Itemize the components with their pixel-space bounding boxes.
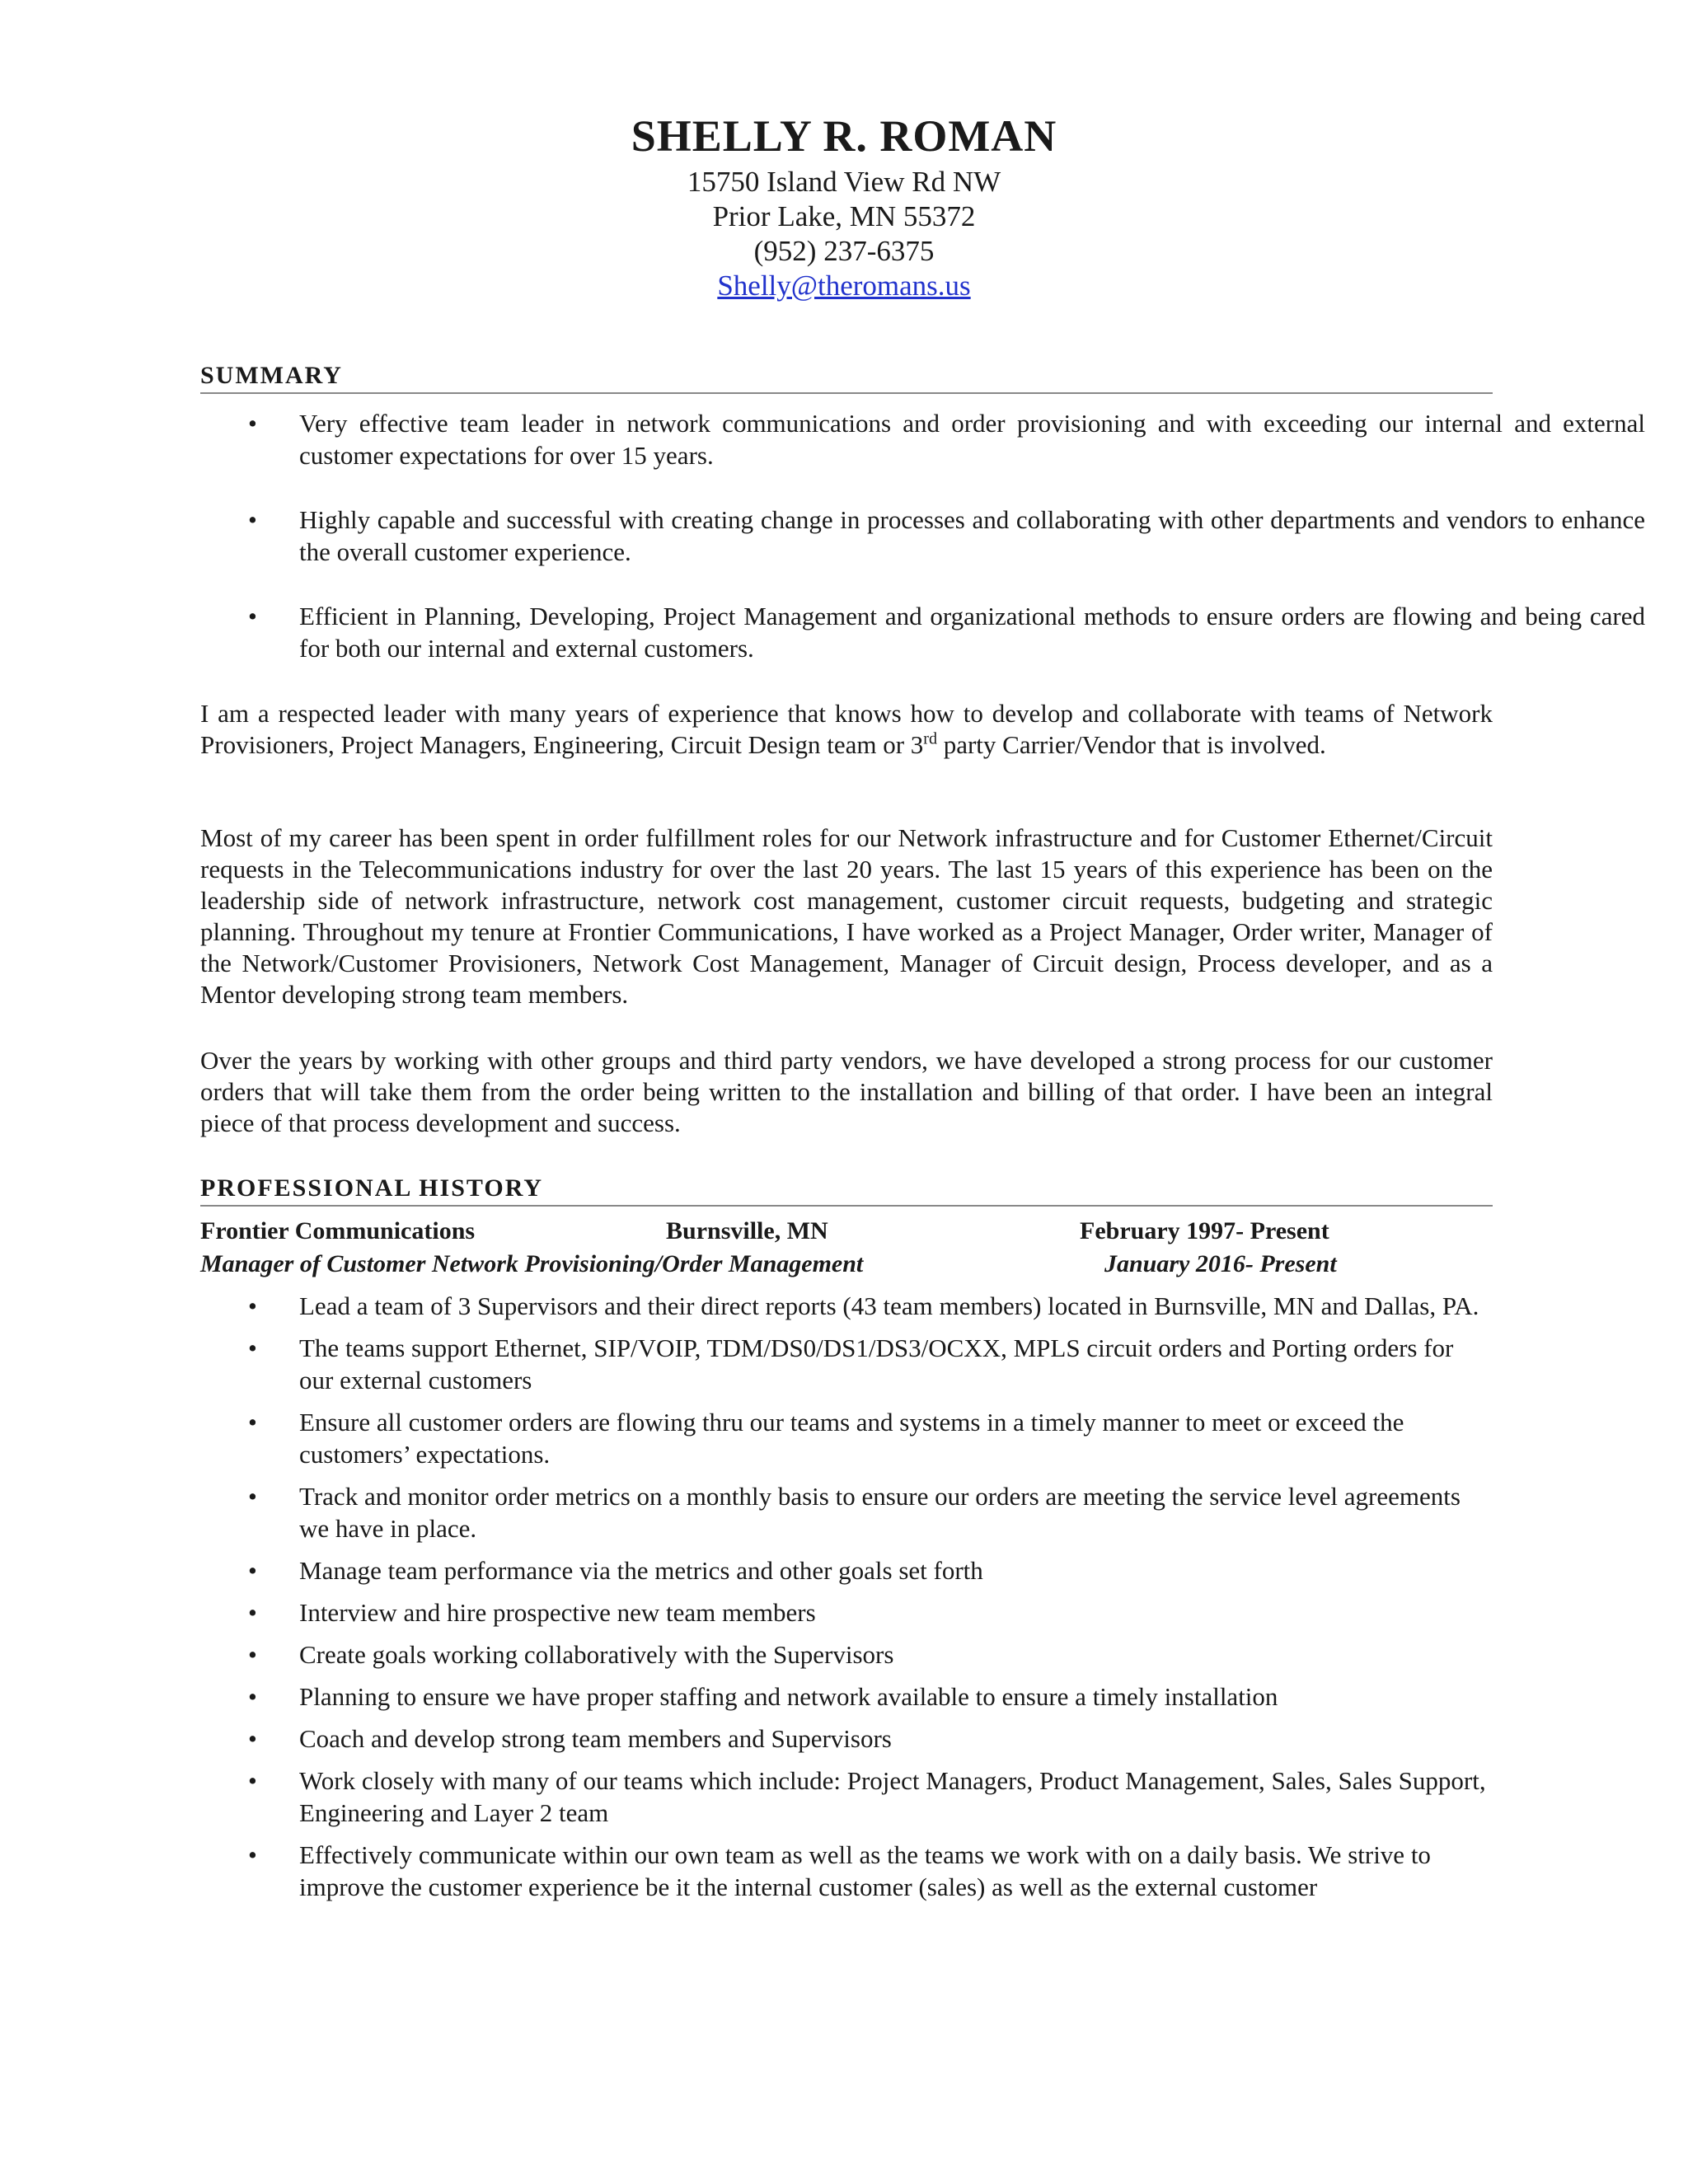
- company-location: Burnsville, MN: [666, 1217, 828, 1244]
- phone-number: (952) 237-6375: [753, 235, 935, 267]
- contact-header: [0, 107, 1688, 303]
- summary-bullet: • Very effective team leader in network communications and order provisioning and with exceeding our internal and external customer expectations for over 15 years.: [200, 407, 1645, 471]
- responsibility-item: • The teams support Ethernet, SIP/VOIP, TDM/DS0/DS1/DS3/OCXX, MPLS circuit orders and Porting orders for our external customers: [200, 1332, 1493, 1396]
- summary-paragraph-leader: [200, 698, 1493, 761]
- company-name: Frontier Communications: [200, 1217, 476, 1244]
- responsibility-item: • Create goals working collaboratively with the Supervisors: [200, 1638, 1493, 1671]
- role-responsibilities-list: [200, 1290, 1493, 1903]
- summary-bullet: • Efficient in Planning, Developing, Project Management and organizational methods to ensure orders are flowing and being cared for both our internal and external customers.: [200, 600, 1645, 664]
- summary-heading: SUMMARY: [200, 361, 1493, 394]
- candidate-name: SHELLY R. ROMAN: [631, 111, 1057, 161]
- address-line-1: 15750 Island View Rd NW: [687, 166, 1001, 198]
- summary-paragraph-process: Over the years by working with other groups and third party vendors, we have developed a strong process for our customer orders that will take them from the order being written to the installation and billing of that order. I have been an integral piece of that process development and success.: [200, 1046, 1493, 1137]
- role-dates: January 2016- Present: [1104, 1250, 1337, 1277]
- responsibility-item: • Planning to ensure we have proper staffing and network available to ensure a timely installation: [200, 1680, 1493, 1713]
- summary-bullet-list: [200, 407, 1645, 664]
- summary-paragraph-leader-text-end: party Carrier/Vendor that is involved.: [936, 730, 1326, 759]
- responsibility-item: • Manage team performance via the metrics and other goals set forth: [200, 1554, 1493, 1586]
- company-dates: February 1997- Present: [1080, 1217, 1329, 1244]
- address-line-2: Prior Lake, MN 55372: [712, 200, 976, 232]
- responsibility-item: • Track and monitor order metrics on a monthly basis to ensure our orders are meeting the service level agreements we have in place.: [200, 1480, 1493, 1544]
- professional-history-heading: PROFESSIONAL HISTORY: [200, 1174, 1493, 1207]
- summary-paragraph-career: Most of my career has been spent in order fulfillment roles for our Network infrastructure and for Customer Ethernet/Circuit requests in the Telecommunications industry for over the last 20 years. The last 15 years of this experience has been on the leadership side of network infrastructure, network cost management, customer circuit requests, budgeting and strategic planning. Throughout my tenure at Frontier Communications, I have worked as a Project Manager, Order writer, Manager of the Network/Customer Provisioners, Network Cost Management, Manager of Circuit design, Process developer, and as a Mentor developing strong team members.: [200, 823, 1493, 1009]
- responsibility-item: • Work closely with many of our teams which include: Project Managers, Product Management, Sales, Sales Support, Engineering and Layer 2 team: [200, 1765, 1493, 1829]
- summary-paragraph-leader-text: I am a respected leader with many years of experience that knows how to develop and collaborate with teams of Network Provisioners, Project Managers, Engineering, Circuit Design team or 3: [200, 699, 1493, 759]
- role-title: Manager of Customer Network Provisioning/Order Management: [200, 1250, 864, 1277]
- responsibility-item: • Coach and develop strong team members and Supervisors: [200, 1722, 1493, 1755]
- email-link[interactable]: Shelly@theromans.us: [717, 269, 971, 302]
- responsibility-item: • Ensure all customer orders are flowing thru our teams and systems in a timely manner to meet or exceed the customers’ expectations.: [200, 1406, 1493, 1470]
- responsibility-item: • Effectively communicate within our own team as well as the teams we work with on a daily basis. We strive to improve the customer experience be it the internal customer (sales) as well as the external customer: [200, 1839, 1493, 1903]
- summary-bullet: • Highly capable and successful with creating change in processes and collaborating with other departments and vendors to enhance the overall customer experience.: [200, 504, 1645, 568]
- responsibility-item: • Interview and hire prospective new team members: [200, 1596, 1493, 1629]
- responsibility-item: • Lead a team of 3 Supervisors and their direct reports (43 team members) located in Burnsville, MN and Dallas, PA.: [200, 1290, 1493, 1322]
- ordinal-suffix: rd: [923, 729, 937, 748]
